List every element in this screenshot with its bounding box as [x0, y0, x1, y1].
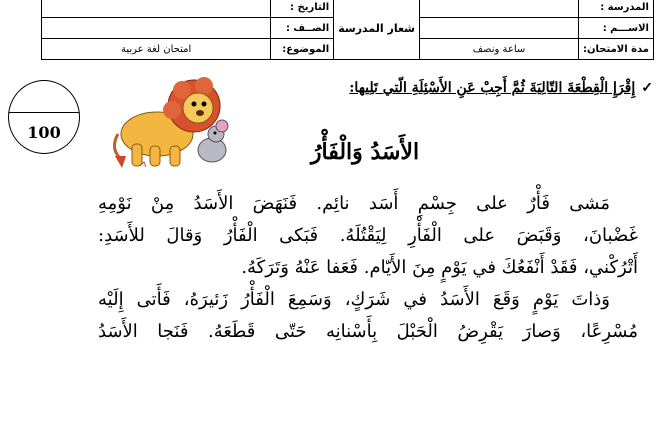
story-line: مَشى فَأْرٌ على جِسْمِ أَسَد نائِم. فَنَهَضَ الأَسَدُ مِنْ نَوْمِهِ — [98, 193, 610, 214]
school-value — [420, 0, 579, 18]
date-value — [42, 0, 271, 18]
lion-eye — [202, 102, 207, 107]
mouse-ear — [216, 120, 228, 132]
lion-leg — [150, 146, 160, 166]
lion-leg — [170, 146, 180, 166]
lion-mane-curl — [195, 77, 213, 95]
class-value — [42, 18, 271, 39]
lion-face — [183, 93, 213, 123]
story-line: مُسْرِعًا، وَصارَ يَقْرِضُ الْحَبْلَ بِأَسْنانِه حَتّى قَطَعَهُ. فَنَجا الأَسَدُ — [98, 321, 638, 342]
class-label: الصــف : — [271, 18, 334, 39]
lion-eye — [192, 102, 197, 107]
mouse-eye — [214, 132, 217, 135]
subject-value: امتحان لغة عربية — [42, 39, 271, 60]
lion-tail — [114, 134, 120, 158]
duration-value: ساعة ونصف — [420, 39, 579, 60]
grade-divider — [9, 112, 79, 113]
instruction-text: إِقْرَإِ الْقِطْعَةَ التّالِيَةَ ثُمَّ أَجِبْ عَنِ الأَسْئِلَةِ الّتي تَلِيها: — [349, 80, 636, 96]
school-label: المدرسة : — [579, 0, 654, 18]
exam-header-table — [41, 0, 654, 60]
story-passage — [98, 188, 638, 348]
checkmark-icon: ✓ — [641, 80, 653, 96]
story-title: الأَسَدُ وَالْفَأْرُ — [310, 139, 420, 165]
mouse-body — [198, 138, 226, 162]
lion-leg — [132, 144, 142, 166]
name-value — [420, 18, 579, 39]
story-line: غَضْبانَ، وَقَبَضَ على الْفَأْرِ لِيَقْتُلَهُ. فَبَكى الْفَأْرُ وَقالَ للأَسَدِ: — [98, 225, 638, 246]
grade-total: 100 — [27, 123, 61, 142]
lion-nose — [196, 110, 204, 116]
lion-mane-curl — [163, 101, 181, 119]
lion-tail-tuft — [115, 156, 126, 168]
reading-instruction — [349, 80, 653, 96]
grade-circle — [8, 80, 80, 154]
lion-and-mouse-illustration — [112, 76, 237, 170]
date-label: التاريخ : — [271, 0, 334, 18]
duration-label: مدة الامتحان: — [579, 39, 654, 60]
name-label: الاســـم : — [579, 18, 654, 39]
subject-label: الموضوع: — [271, 39, 334, 60]
story-line: وَذاتَ يَوْمٍ وَقَعَ الأَسَدُ في شَرَكٍ، وَسَمِعَ الْفَأْرُ زَئيرَهُ، فَأَتى إِلَيْه — [98, 289, 610, 310]
story-line: أَتْرُكْني، فَقَدْ أَنْفَعُكَ في يَوْمٍ مِنَ الأَيّام. فَعَفا عَنْهُ وَتَرَكَهُ. — [241, 257, 638, 278]
school-logo-placeholder: شعار المدرسة — [334, 0, 420, 60]
